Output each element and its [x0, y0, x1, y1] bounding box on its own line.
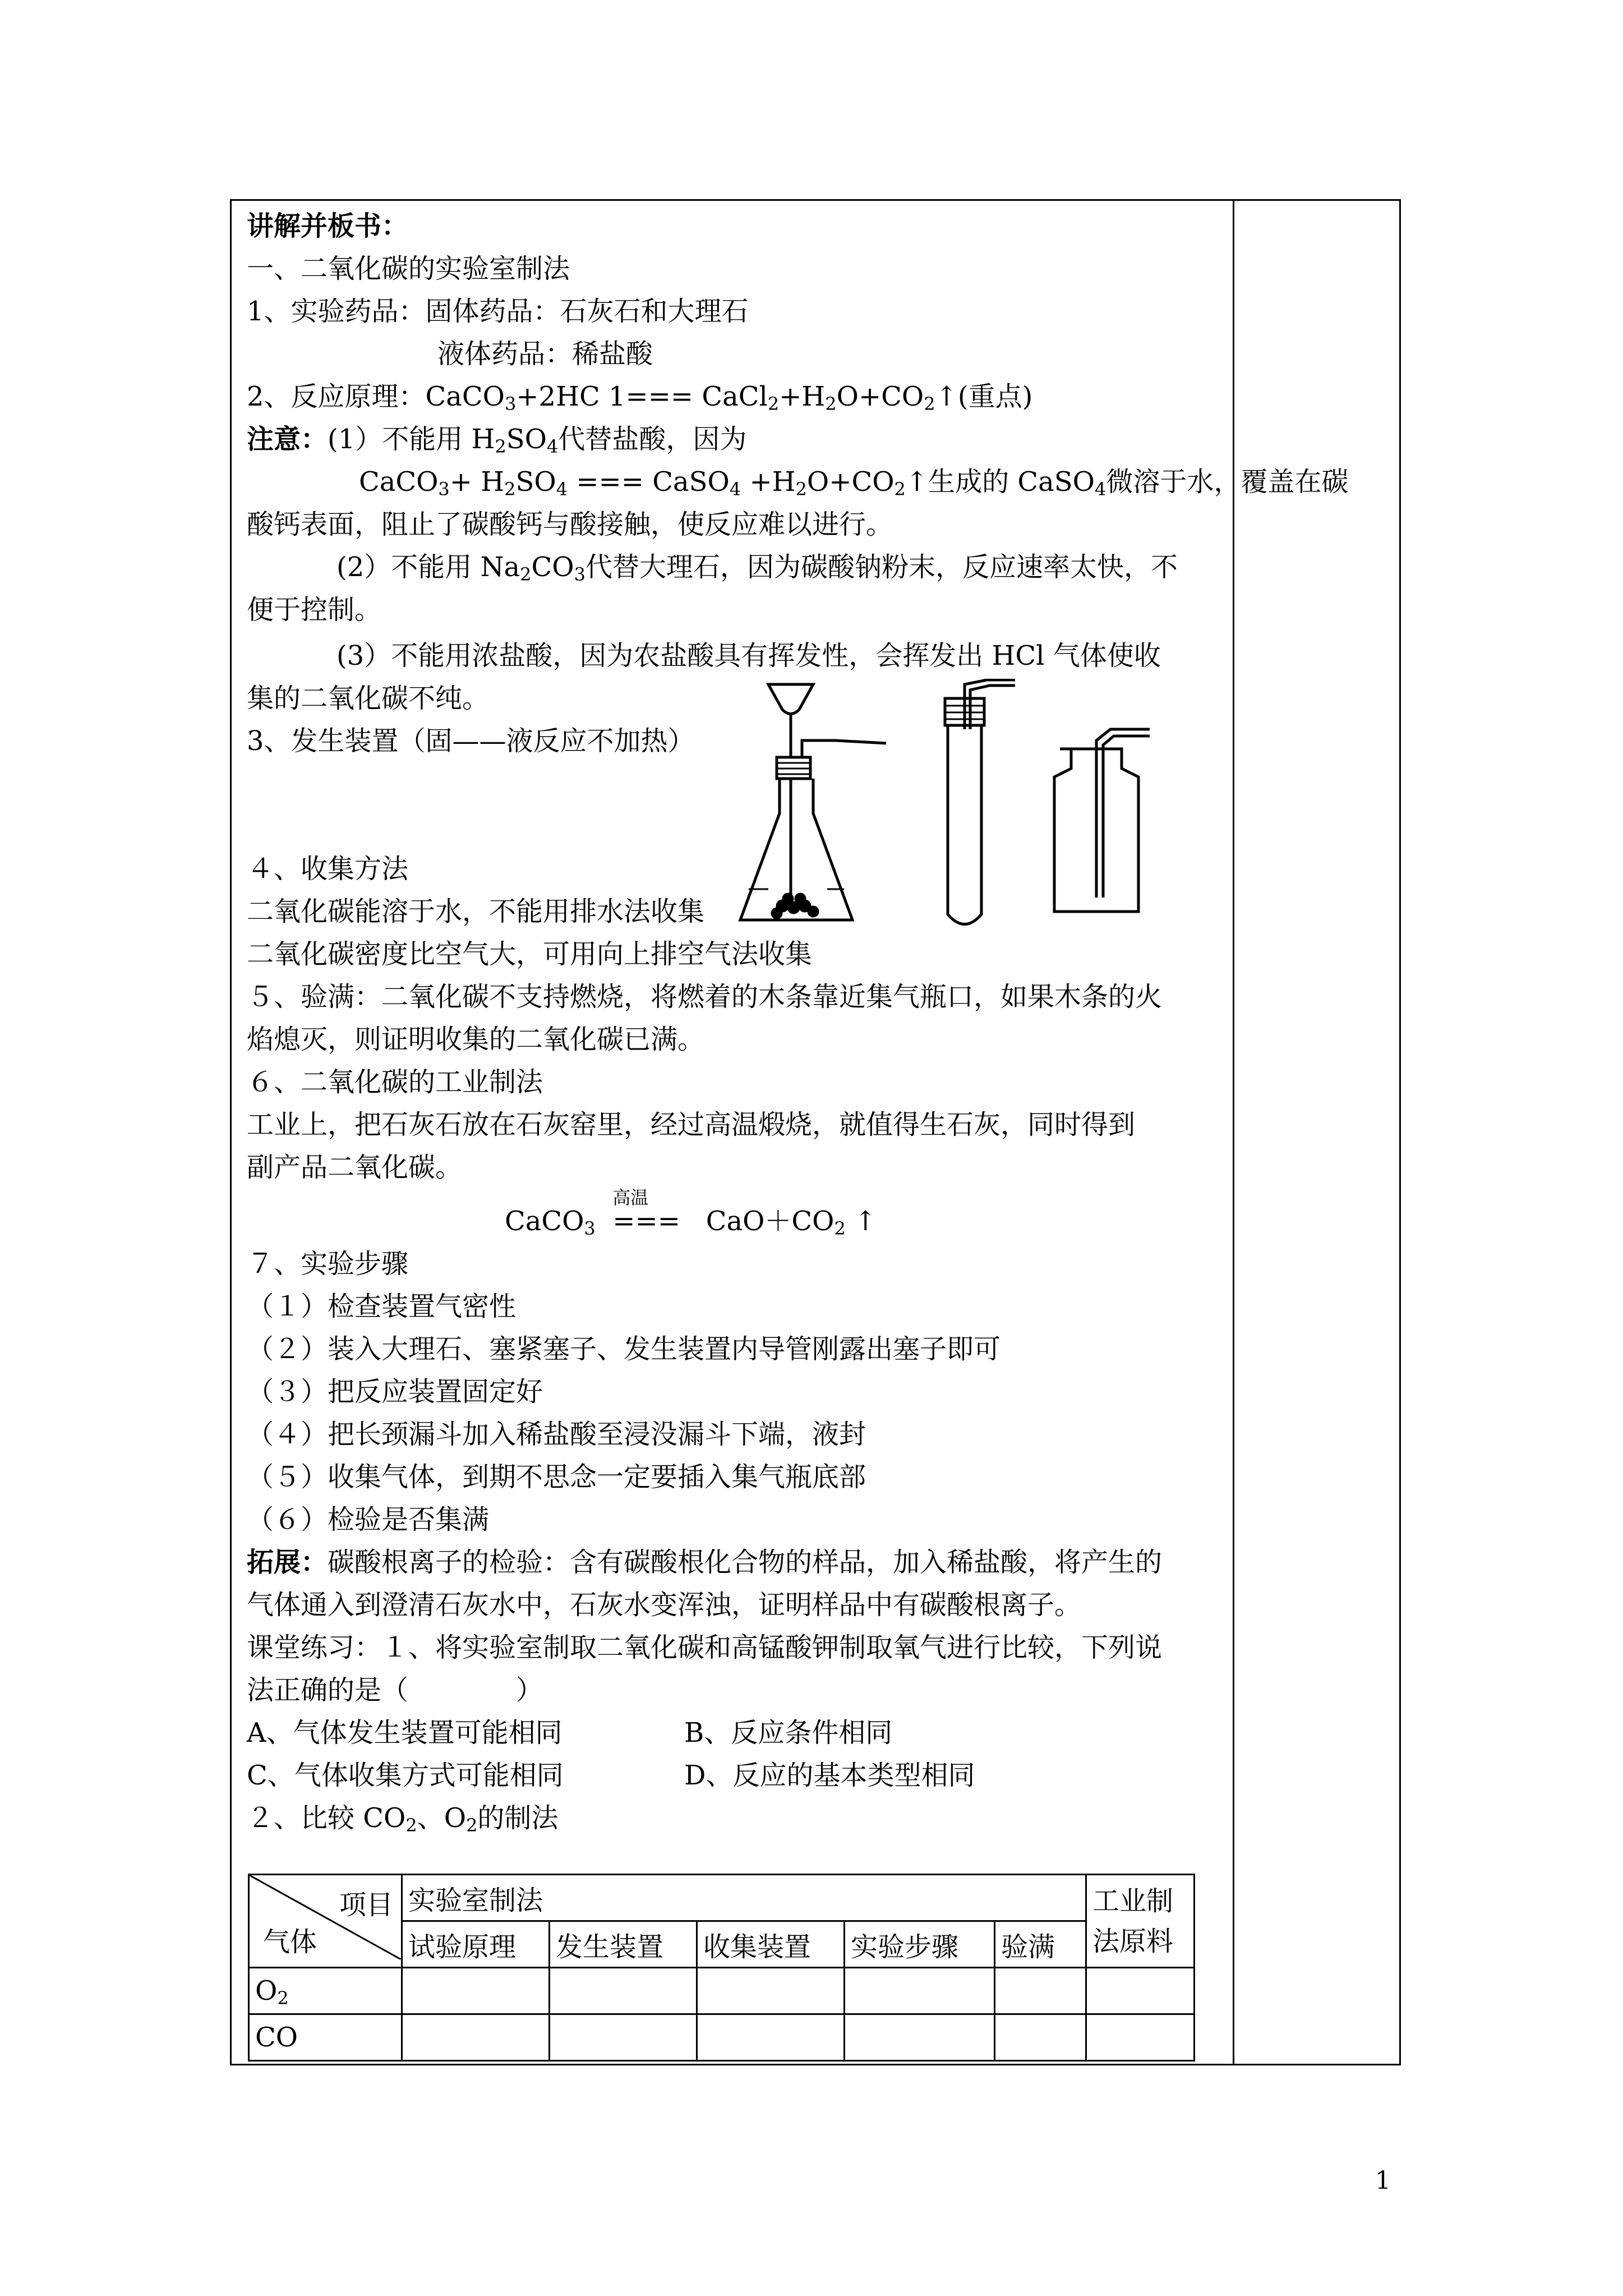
options-cd	[247, 1754, 1223, 1797]
test-tube	[945, 680, 1015, 924]
industry-1: 工业上，把石灰石放在石灰窑里，经过高温煅烧，就值得生石灰，同时得到	[247, 1109, 1136, 1140]
exercise-2: ２、比较 $CO_2$、$O_2$的制法	[247, 1802, 559, 1836]
section-title: 一、二氧化碳的实验室制法	[247, 253, 570, 284]
comparison-table	[248, 1874, 1195, 2062]
column-header: 收集装置	[697, 1921, 845, 1968]
option-c: C、气体收集方式可能相同	[247, 1760, 564, 1791]
page-number: 1	[1375, 2166, 1391, 2195]
reaction-principle: 2、反应原理：CaCO$_3$+2HC $1=== CaCl_2+H_2O+CO_2↑$(重点)	[247, 381, 1033, 415]
corner-bottom-label: 气体	[263, 1926, 317, 1958]
note-1-cont: 酸钙表面，阻止了碳酸钙与酸接触，使反应难以进行。	[247, 509, 893, 540]
step-item: （２）装入大理石、塞紧塞子、发生装置内导管刚露出塞子即可	[247, 1333, 1001, 1365]
extension-cont: 气体通入到澄清石灰水中，石灰水变浑浊，证明样品中有碳酸根离子。	[247, 1589, 1082, 1621]
note-2-cont: 便于控制。	[247, 594, 382, 625]
exercise-1-cont: 法正确的是（ ）	[247, 1674, 543, 1706]
note-1: 注意：(1）不能用 $H_2SO_4$代替盐酸，因为	[247, 424, 747, 457]
corner-top-label: 项目	[339, 1889, 393, 1921]
section-header: 讲解并板书：	[247, 210, 409, 242]
options-ab	[247, 1711, 1223, 1754]
option-d: D、反应的基本类型相同	[684, 1760, 975, 1791]
collect-1: 二氧化碳能溶于水，不能用排水法收集	[247, 896, 705, 927]
conical-flask-with-funnel	[740, 684, 886, 920]
option-a: A、气体发生装置可能相同	[247, 1717, 562, 1749]
collect-title: ４、收集方法	[247, 853, 409, 885]
marble-chips	[772, 894, 818, 918]
option-b: B、反应条件相同	[684, 1717, 893, 1749]
gas-generation-apparatus	[723, 679, 1228, 942]
step-item: （６）检验是否集满	[247, 1504, 490, 1535]
note-2: (2）不能用 $Na_2CO_3$代替大理石，因为碳酸钠粉末，反应速率太快，不	[336, 551, 1178, 585]
full-check: ５、验满：二氧化碳不支持燃烧，将燃着的木条靠近集气瓶口，如果木条的火	[247, 981, 1163, 1013]
lab-method-header: 实验室制法	[402, 1875, 1086, 1921]
step-item: （１）检查装置气密性	[247, 1291, 517, 1322]
row-label-o2: $O_2$	[249, 1968, 402, 2014]
drugs-liquid: 液体药品：稀盐酸	[437, 338, 653, 370]
table-corner-cell	[249, 1875, 402, 1968]
industry-equation: CaCO$_3$ 高温 === $CaO+CO_2$ ↑	[247, 1200, 1223, 1243]
lesson-content	[247, 205, 1349, 1839]
note-3-cont: 集的二氧化碳不纯。	[247, 683, 490, 714]
collect-2: 二氧化碳密度比空气大，可用向上排空气法收集	[247, 938, 813, 970]
exercise-1: 课堂练习：１、将实验室制取二氧化碳和高锰酸钾制取氧气进行比较，下列说	[247, 1632, 1163, 1663]
row-label-co: CO	[249, 2014, 402, 2061]
reaction-condition: 高温	[612, 1187, 649, 1208]
column-header: 验满	[995, 1921, 1086, 1968]
note-3: (3）不能用浓盐酸，因为农盐酸具有挥发性，会挥发出 HCl 气体使收	[336, 640, 1161, 671]
apparatus-title: 3、发生装置（固——液反应不加热）	[247, 725, 695, 757]
extension: 拓展：碳酸根离子的检验：含有碳酸根化合物的样品，加入稀盐酸，将产生的	[247, 1547, 1163, 1578]
note-1-equation: CaCO$_3$+ $H_2SO_4$ === CaSO$_4$ $+H_2O+CO_2↑$生成的 CaSO$_4$微溶于水，覆盖在碳	[359, 466, 1349, 500]
column-header: 试验原理	[402, 1921, 550, 1968]
industry-title: ６、二氧化碳的工业制法	[247, 1066, 543, 1098]
step-item: （５）收集气体，到期不思念一定要插入集气瓶底部	[247, 1461, 866, 1493]
gas-collecting-bottle	[1054, 729, 1150, 912]
drugs-solid: 1、实验药品：固体药品：石灰石和大理石	[247, 296, 749, 327]
steps-title: ７、实验步骤	[247, 1248, 409, 1280]
industry-2: 副产品二氧化碳。	[247, 1152, 463, 1183]
full-check-cont: 焰熄灭，则证明收集的二氧化碳已满。	[247, 1024, 705, 1055]
column-header: 实验步骤	[845, 1921, 995, 1968]
step-item: （４）把长颈漏斗加入稀盐酸至浸没漏斗下端，液封	[247, 1419, 866, 1450]
column-header: 发生装置	[550, 1921, 697, 1968]
step-item: （３）把反应装置固定好	[247, 1376, 543, 1407]
industry-header: 工业制 法原料	[1086, 1875, 1195, 1968]
